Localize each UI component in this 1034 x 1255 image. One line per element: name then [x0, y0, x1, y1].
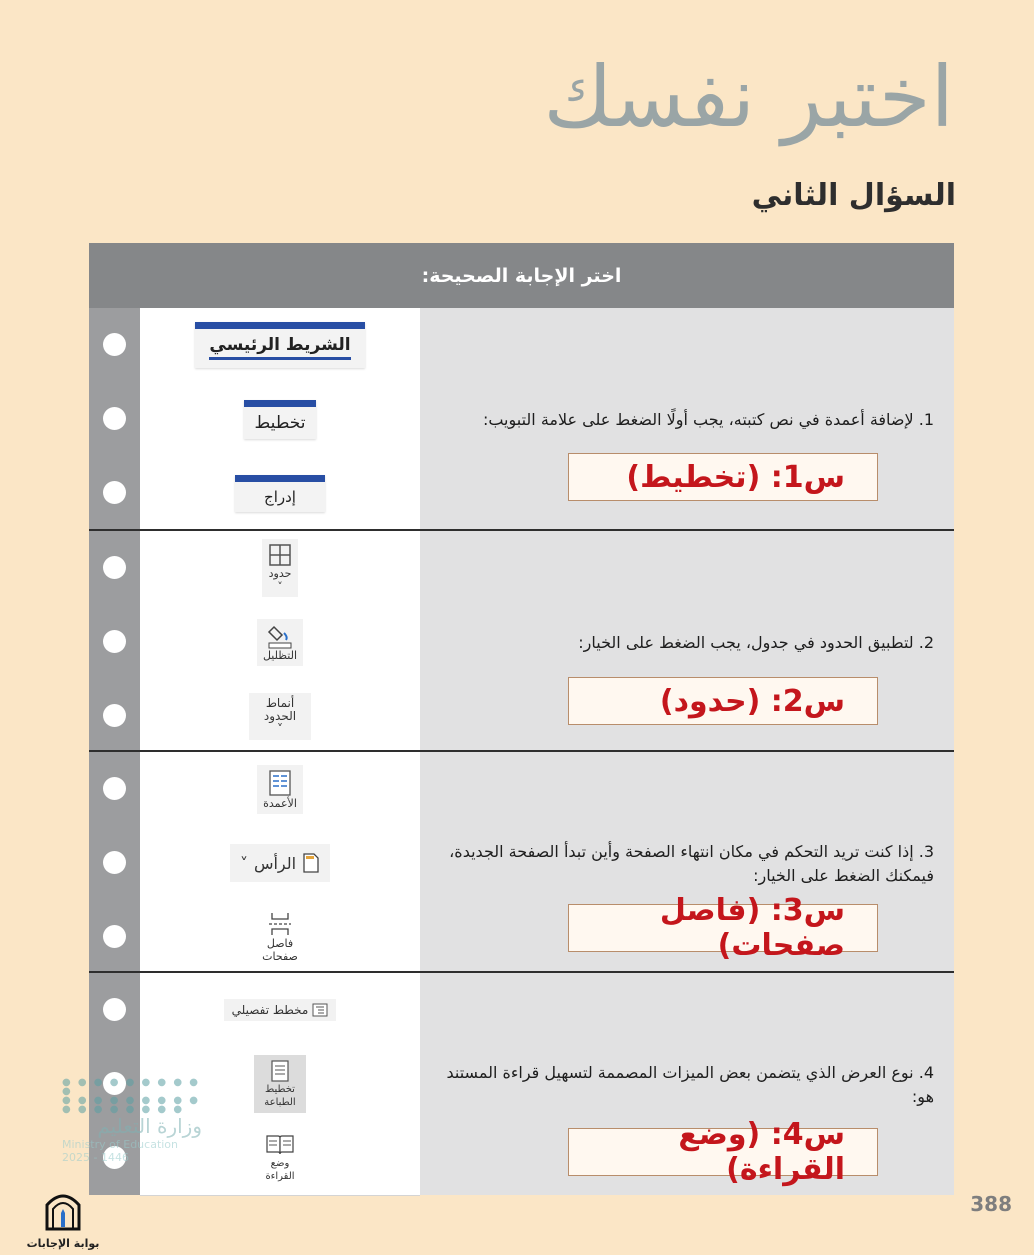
page-break-icon: [267, 911, 293, 937]
radio-button[interactable]: [103, 407, 126, 430]
radio-button[interactable]: [103, 333, 126, 356]
question-row-1: [89, 308, 954, 530]
answer-box[interactable]: س1: (تخطيط): [568, 453, 878, 501]
option-row[interactable]: [89, 752, 420, 826]
page-number: 388: [970, 1192, 1012, 1216]
radio-button[interactable]: [103, 851, 126, 874]
columns-icon: [268, 769, 292, 797]
outline-view-button[interactable]: مخطط تفصيلي: [224, 999, 337, 1021]
radio-button[interactable]: [103, 998, 126, 1021]
ministry-watermark: ● ● ● ● ● ● ● ● ● ● ● ● ● ● ● ● ● ● ● ● ● ● ● ● ● ● ● وزارة التعليم Ministry of Education 2025 - 1446: [62, 1077, 202, 1164]
home-tab-button[interactable]: الشريط الرئيسي: [195, 322, 365, 368]
option-row[interactable]: [89, 382, 420, 456]
question-row-3: [89, 752, 954, 972]
columns-button[interactable]: الأعمدة: [257, 765, 303, 814]
option-row[interactable]: [89, 531, 420, 605]
question-row-2: [89, 531, 954, 751]
radio-button[interactable]: [103, 704, 126, 727]
radio-button[interactable]: [103, 556, 126, 579]
option-row[interactable]: [89, 456, 420, 530]
gate-icon: [43, 1187, 83, 1231]
header-page-icon: [302, 852, 320, 874]
option-row[interactable]: [89, 826, 420, 900]
option-row[interactable]: [89, 973, 420, 1047]
option-row[interactable]: [89, 308, 420, 382]
question-text: 2. لتطبيق الحدود في جدول، يجب الضغط على الخيار:: [578, 633, 934, 652]
print-layout-button[interactable]: تخطيط الطباعة: [254, 1055, 306, 1113]
radio-button[interactable]: [103, 925, 126, 948]
answer-box[interactable]: س3: (فاصل صفحات): [568, 904, 878, 952]
page-title: اختبر نفسك: [543, 48, 954, 146]
question-text-area: [420, 973, 954, 1195]
borders-icon: [268, 543, 292, 567]
question-text: 4. نوع العرض الذي يتضمن بعض الميزات المصممة لتسهيل قراءة المستند هو:: [446, 1063, 934, 1106]
radio-button[interactable]: [103, 481, 126, 504]
open-book-icon: [265, 1133, 295, 1157]
shading-button[interactable]: التظليل: [257, 619, 303, 666]
insert-tab-button[interactable]: إدراج: [235, 475, 325, 512]
read-mode-button[interactable]: وضع القراءة: [254, 1129, 306, 1187]
question-text-area: [420, 531, 954, 751]
question-text-area: [420, 308, 954, 530]
ministry-logo-icon: ● ● ● ● ● ● ● ● ● ● ● ● ● ● ● ● ● ● ● ● ● ● ● ● ● ● ●: [62, 1077, 200, 1115]
radio-button[interactable]: [103, 630, 126, 653]
question-table: [89, 243, 954, 1195]
header-button[interactable]: الرأس ˅: [230, 844, 330, 882]
layout-tab-button[interactable]: تخطيط: [244, 400, 316, 439]
section-subtitle: السؤال الثاني: [751, 178, 956, 213]
chevron-down-icon: ˅: [239, 853, 248, 873]
answer-box[interactable]: س2: (حدود): [568, 677, 878, 725]
question-text: 3. إذا كنت تريد التحكم في مكان انتهاء الصفحة وأين تبدأ الصفحة الجديدة، فيمكنك الضغط على الخيار:: [449, 842, 934, 885]
print-layout-icon: [270, 1059, 290, 1083]
page-break-button[interactable]: فاصل صفحات: [254, 907, 306, 967]
paint-bucket-icon: [266, 623, 294, 649]
question-text: 1. لإضافة أعمدة في نص كتبته، يجب أولًا الضغط على علامة التبويب:: [482, 410, 934, 429]
outline-icon: [312, 1003, 328, 1017]
brand-logo: بوابة الإجابات: [26, 1187, 100, 1250]
answer-box[interactable]: س4: (وضع القراءة): [568, 1128, 878, 1176]
option-row[interactable]: [89, 679, 420, 753]
chevron-down-icon: ˅: [277, 721, 283, 736]
radio-button[interactable]: [103, 777, 126, 800]
chevron-down-icon: ˅: [277, 580, 283, 593]
border-styles-button[interactable]: أنماط الحدود ˅: [249, 693, 311, 740]
question-row-4: [89, 973, 954, 1195]
question-text-area: [420, 752, 954, 972]
borders-button[interactable]: حدود ˅: [262, 539, 298, 597]
option-row[interactable]: [89, 605, 420, 679]
option-row[interactable]: [89, 900, 420, 974]
table-header: اختر الإجابة الصحيحة:: [89, 243, 954, 308]
